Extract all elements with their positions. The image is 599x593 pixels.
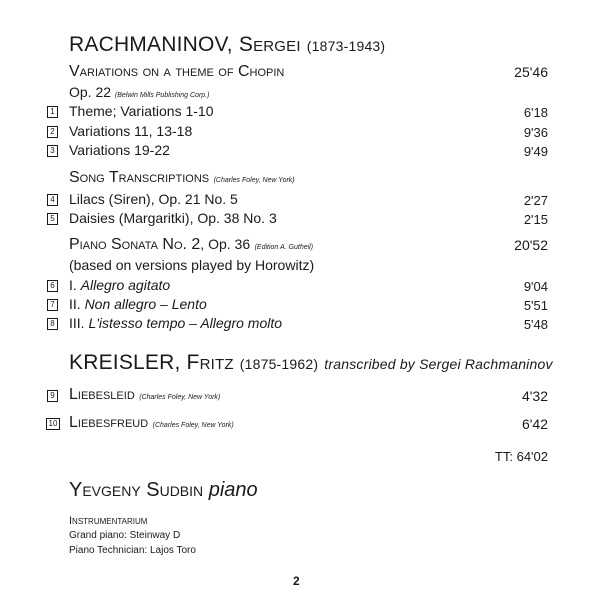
instrumentarium-grand-piano: Grand piano: Steinway D: [69, 530, 181, 541]
track-duration-9: 4'32: [521, 388, 548, 404]
publisher-note: (Belwin Mills Publishing Corp.): [114, 92, 210, 99]
transcription-note: transcribed by Sergei Rachmaninov: [324, 356, 553, 372]
movement-roman: III.: [69, 315, 89, 331]
track-number-5: 5: [47, 213, 58, 225]
composer-firstname: Fritz: [186, 351, 234, 374]
composer-heading-rachmaninov: [69, 33, 385, 57]
track-title-8: [69, 315, 282, 331]
track-title-7: [69, 296, 207, 312]
work-title-songs: Song Transcriptions: [69, 169, 210, 186]
track-number-8: 8: [47, 318, 58, 330]
performer-name: Yevgeny Sudbin: [69, 479, 204, 501]
sonata-note: (based on versions played by Horowitz): [69, 257, 315, 273]
track-duration-6: 9'04: [523, 279, 548, 294]
publisher-note: (Edition A. Gutheil): [254, 244, 314, 251]
track-heading-10: [69, 414, 234, 432]
track-duration-4: 2'27: [523, 193, 548, 208]
track-heading-9: [69, 386, 220, 404]
track-duration-1: 6'18: [523, 105, 548, 120]
composer-dates: (1875-1962): [239, 356, 319, 372]
work-duration-variations: 25'46: [514, 64, 548, 80]
composer-heading-kreisler: [69, 351, 553, 375]
track-duration-5: 2'15: [523, 212, 548, 227]
composer-dates: (1873-1943): [306, 38, 386, 54]
instrumentarium-technician: Piano Technician: Lajos Toro: [69, 545, 196, 556]
movement-roman: I.: [69, 277, 81, 293]
publisher-note: (Charles Foley, New York): [213, 177, 295, 184]
track-number-2: 2: [47, 126, 58, 138]
track-title-6: [69, 277, 170, 293]
track-title-5: Daisies (Margaritki), Op. 38 No. 3: [69, 210, 277, 226]
composer-surname: RACHMANINOV,: [69, 33, 239, 56]
track-number-9: 9: [47, 390, 58, 402]
track-duration-2: 9'36: [523, 125, 548, 140]
track-duration-10: 6'42: [521, 416, 548, 432]
track-title-10: Liebesfreud: [69, 414, 149, 431]
publisher-note: (Charles Foley, New York): [139, 394, 221, 401]
track-title-2: Variations 11, 13-18: [69, 123, 193, 139]
track-title-1: Theme; Variations 1-10: [69, 103, 214, 119]
work-title-sonata: Piano Sonata No. 2: [69, 236, 201, 253]
composer-surname: KREISLER,: [69, 351, 187, 374]
track-number-10: 10: [46, 418, 60, 430]
movement-tempo: Allegro agitato: [80, 277, 171, 293]
performer: [69, 479, 258, 502]
track-number-1: 1: [47, 106, 58, 118]
track-duration-8: 5'48: [523, 317, 548, 332]
publisher-note: (Charles Foley, New York): [152, 422, 234, 429]
track-number-6: 6: [47, 280, 58, 292]
work-title-variations: Variations on a theme of Chopin: [69, 63, 285, 80]
track-number-3: 3: [47, 145, 58, 157]
track-title-9: Liebesleid: [69, 386, 135, 403]
track-title-3: Variations 19-22: [69, 142, 170, 158]
movement-tempo: L'istesso tempo – Allegro molto: [88, 315, 283, 331]
work-heading-sonata: [69, 236, 313, 254]
total-time: TT: 64'02: [494, 449, 548, 464]
opus-label: Op. 22: [69, 84, 112, 100]
work-duration-sonata: 20'52: [514, 237, 548, 253]
page-number: 2: [293, 574, 300, 588]
performer-instrument: piano: [208, 479, 258, 501]
sonata-opus: , Op. 36: [200, 236, 251, 252]
movement-roman: II.: [69, 296, 85, 312]
track-duration-3: 9'49: [523, 144, 548, 159]
composer-firstname: Sergei: [238, 33, 301, 56]
track-duration-7: 5'51: [523, 298, 548, 313]
instrumentarium-heading: Instrumentarium: [69, 515, 148, 527]
track-number-7: 7: [47, 299, 58, 311]
track-title-4: Lilacs (Siren), Op. 21 No. 5: [69, 191, 238, 207]
work-heading-songs: [69, 169, 295, 187]
movement-tempo: Non allegro – Lento: [84, 296, 207, 312]
work-opus-variations: [69, 84, 209, 100]
track-number-4: 4: [47, 194, 58, 206]
